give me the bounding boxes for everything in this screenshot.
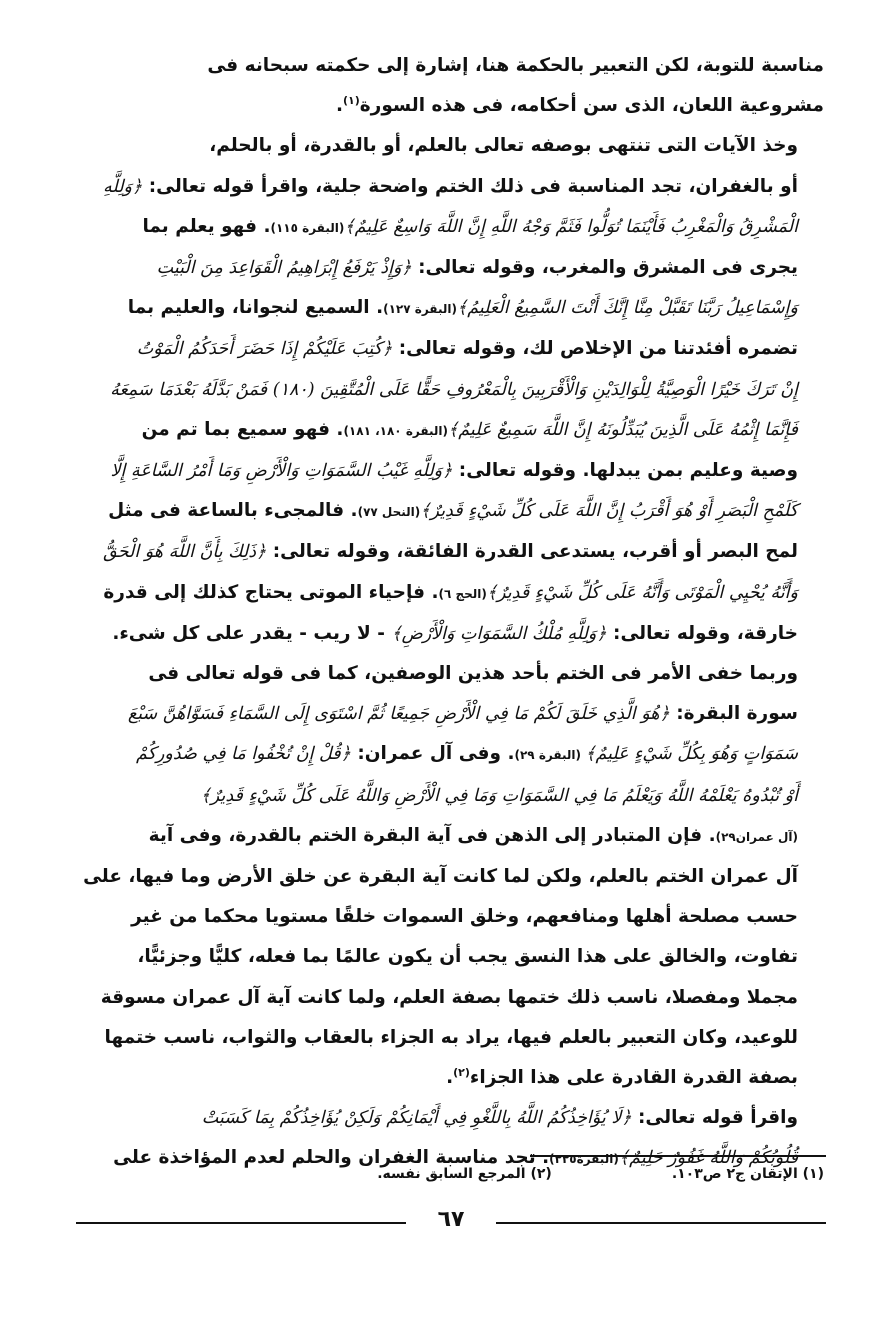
footer-rule-right xyxy=(496,1222,826,1224)
verse-reference: (آل عمران٢٩) xyxy=(715,829,798,844)
text-segment: - لا ريب - يقدر على كل شىء. xyxy=(112,622,392,644)
quran-verse: فَإِنَّمَا إِثْمُهُ عَلَى الَّذِينَ يُبَدِّلُونَهُ إِنَّ اللَّهَ سَمِيعٌ عَلِيمٌ﴾ xyxy=(448,419,798,440)
quran-verse: قُلُوبُكُمْ وَاللَّهُ غَفُورٌ حَلِيمٌ﴾ xyxy=(618,1148,798,1169)
text-line xyxy=(72,167,824,207)
text-line xyxy=(72,816,824,857)
page-footer xyxy=(76,1203,826,1243)
quran-verse: ﴿لَا يُؤَاخِذُكُمُ اللَّهُ بِاللَّغْوِ فِي أَيْمَانِكُمْ وَلَكِنْ يُؤَاخِذُكُمْ بِمَا كَسَبَتْ xyxy=(201,1108,632,1129)
quran-verse: ﴿وَلِلَّهِ xyxy=(103,176,143,197)
text-segment: بصفة القدرة القادرة على هذا الجزاء xyxy=(469,1067,798,1089)
quran-verse: ﴿وَإِذْ يَرْفَعُ إِبْرَاهِيمُ الْقَوَاعِدَ مِنَ الْبَيْتِ xyxy=(156,258,412,279)
text-line xyxy=(72,370,824,410)
text-segment: وصية وعليم بمن يبدلها. وقوله تعالى: xyxy=(452,460,798,482)
text-segment: . فهو سميع بما تم من xyxy=(141,418,344,440)
quran-verse: ﴿وَلِلَّهِ غَيْبُ السَّمَوَاتِ وَالْأَرْضِ وَمَا أَمْرُ السَّاعَةِ إِلَّا xyxy=(110,461,453,482)
page-body xyxy=(72,46,824,1180)
paragraph xyxy=(72,654,824,1098)
text-segment: آل عمران الختم بالعلم، ولكن لما كانت آية البقرة عن خلق الأرض وما فيها، على xyxy=(83,866,798,888)
text-line xyxy=(72,978,824,1018)
text-line xyxy=(72,776,824,816)
text-segment: خارقة، وقوله تعالى: xyxy=(606,622,798,644)
verse-reference: (البقرة ١١٥) xyxy=(270,220,345,235)
text-segment: يجرى فى المشرق والمغرب، وقوله تعالى: xyxy=(411,257,798,279)
text-line xyxy=(72,451,824,491)
verse-reference: (البقرة ٢٩) xyxy=(514,748,586,763)
page-number: ٦٧ xyxy=(437,1207,465,1232)
paragraph xyxy=(72,46,824,126)
text-line xyxy=(72,734,824,775)
verse-reference: (النحل ٧٧) xyxy=(357,505,421,520)
text-line xyxy=(72,329,824,369)
verse-reference: (البقرة٢٢٥) xyxy=(549,1152,619,1167)
text-segment: وخذ الآيات التى تنتهى بوصفه تعالى بالعلم، أو بالقدرة، أو بالحلم، xyxy=(209,135,798,157)
text-line xyxy=(72,207,824,248)
footnote-marker: (٢) xyxy=(453,1065,470,1079)
text-line xyxy=(72,937,824,977)
text-segment: . فإن المتبادر إلى الذهن فى آية البقرة الختم بالقدرة، وفى آية xyxy=(148,824,716,846)
verse-reference: (البقرة ١٨٠، ١٨١) xyxy=(343,423,449,438)
text-segment: مناسبة للتوبة، لكن التعبير بالحكمة هنا، إشارة إلى حكمته سبحانه فى xyxy=(207,55,824,76)
text-segment: تفاوت، والخالق على هذا النسق يجب أن يكون عالمًا بما فعله، كليًّا وجزئيًّا، xyxy=(137,946,798,968)
quran-verse: ﴿وَلِلَّهِ مُلْكُ السَّمَوَاتِ وَالْأَرْضِ﴾ xyxy=(391,623,607,644)
quran-verse: أَوْ تُبْدُوهُ يَعْلَمْهُ اللَّهُ وَيَعْلَمُ مَا فِي السَّمَوَاتِ وَمَا فِي الْأَرْضِ وَاللَّهُ عَلَى كُلِّ شَيْءٍ قَدِيرٌ﴾ xyxy=(200,785,798,806)
quran-verse: وَإِسْمَاعِيلُ رَبَّنَا تَقَبَّلْ مِنَّا إِنَّكَ أَنْتَ السَّمِيعُ الْعَلِيمُ﴾ xyxy=(456,298,798,319)
quran-verse: ﴿قُلْ إِنْ تُخْفُوا مَا فِي صُدُورِكُمْ xyxy=(136,744,351,765)
footnote-2: (٢) المرجع السابق نفسه. xyxy=(377,1166,552,1182)
text-segment: لمح البصر أو أقرب، يستدعى القدرة الفائقة، وقوله تعالى: xyxy=(266,541,798,563)
text-line xyxy=(72,694,824,734)
text-segment: . تجد مناسبة الغفران والحلم لعدم المؤاخذة على xyxy=(113,1147,550,1169)
text-segment: . فهو يعلم بما xyxy=(142,215,271,237)
footnote-marker: (١) xyxy=(342,94,360,108)
quran-verse: ﴿ذَلِكَ بِأَنَّ اللَّهَ هُوَ الْحَقُّ xyxy=(103,542,267,563)
quran-verse: الْمَشْرِقُ وَالْمَغْرِبُ فَأَيْنَمَا تُوَلُّوا فَثَمَّ وَجْهُ اللَّهِ إِنَّ اللَّهَ وَاسِعٌ عَلِيمٌ﴾ xyxy=(344,216,798,237)
quran-verse: وَأَنَّهُ يُحْيِي الْمَوْتَى وَأَنَّهُ عَلَى كُلِّ شَيْءٍ قَدِيرٌ﴾ xyxy=(486,582,798,603)
footer-rule-left xyxy=(76,1222,406,1224)
text-segment: سورة البقرة: xyxy=(669,703,798,725)
text-line xyxy=(72,1018,824,1058)
text-line xyxy=(72,897,824,937)
text-line xyxy=(72,410,824,451)
footnotes xyxy=(72,1166,824,1182)
quran-verse: إِنْ تَرَكَ خَيْرًا الْوَصِيَّةُ لِلْوَالِدَيْنِ وَالْأَقْرَبِينَ بِالْمَعْرُوفِ حَقًّا عَلَى الْمُتَّقِينَ (١٨٠) فَمَنْ بَدَّلَهُ بَعْدَمَا سَمِعَهُ xyxy=(110,379,798,400)
text-segment: . فإحياء الموتى يحتاج كذلك إلى قدرة xyxy=(103,581,439,603)
text-line xyxy=(72,1058,824,1098)
verse-reference: (الحج ٦) xyxy=(438,586,487,601)
footnote-1: (١) الإتقان ج٢ ص١٠٣. xyxy=(671,1166,824,1182)
quran-verse: ﴿هُوَ الَّذِي خَلَقَ لَكُمْ مَا فِي الْأَرْضِ جَمِيعًا ثُمَّ اسْتَوَى إِلَى السَّمَاءِ فَسَوَّاهُنَّ سَبْعَ xyxy=(127,704,670,725)
text-segment: . xyxy=(446,1067,454,1089)
quran-verse: ﴿كُتِبَ عَلَيْكُمْ إِذَا حَضَرَ أَحَدَكُمُ الْمَوْتُ xyxy=(136,339,393,360)
text-segment: . وفى آل عمران: xyxy=(350,743,515,765)
text-segment: . فالمجىء بالساعة فى مثل xyxy=(108,500,358,522)
text-line xyxy=(72,1098,824,1138)
text-line xyxy=(72,86,824,126)
text-segment: للوعيد، وكان التعبير بالعلم فيها، يراد به الجزاء بالعقاب والثواب، ناسب ختمها xyxy=(104,1026,798,1048)
main-text xyxy=(72,46,824,1180)
text-line xyxy=(72,857,824,897)
text-segment: واقرأ قوله تعالى: xyxy=(631,1107,798,1129)
quran-verse: كَلَمْحِ الْبَصَرِ أَوْ هُوَ أَقْرَبُ إِنَّ اللَّهَ عَلَى كُلِّ شَيْءٍ قَدِيرٌ﴾ xyxy=(420,501,798,522)
text-segment: وربما خفى الأمر فى الختم بأحد هذين الوصفين، كما فى قوله تعالى فى xyxy=(148,663,798,685)
text-line xyxy=(72,573,824,614)
text-line xyxy=(72,532,824,572)
text-line xyxy=(72,248,824,288)
text-segment: تضمره أفئدتنا من الإخلاص لك، وقوله تعالى: xyxy=(392,338,798,360)
quran-verse: سَمَوَاتٍ وَهُوَ بِكُلِّ شَيْءٍ عَلِيمٌ﴾ xyxy=(585,744,798,765)
paragraph xyxy=(72,126,824,654)
footnote-separator xyxy=(530,1155,826,1157)
text-segment: حسب مصلحة أهلها ومنافعهم، وخلق السموات خلقًا مستويا محكما من غير xyxy=(131,906,798,928)
text-segment: أو بالغفران، تجد المناسبة فى ذلك الختم واضحة جلية، واقرأ قوله تعالى: xyxy=(142,175,798,197)
text-segment: مشروعية اللعان، الذى سن أحكامه، فى هذه السورة xyxy=(359,95,824,117)
text-line xyxy=(72,654,824,694)
text-line xyxy=(72,46,824,86)
text-line xyxy=(72,288,824,329)
text-line xyxy=(72,491,824,532)
text-segment: . xyxy=(335,95,343,117)
verse-reference: (البقرة ١٢٧) xyxy=(383,302,457,317)
text-line xyxy=(72,614,824,654)
text-segment: مجملا ومفصلا، ناسب ذلك ختمها بصفة العلم، ولما كانت آية آل عمران مسوقة xyxy=(100,986,798,1008)
text-segment: . السميع لنجوانا، والعليم بما xyxy=(127,297,384,319)
text-line xyxy=(72,126,824,166)
